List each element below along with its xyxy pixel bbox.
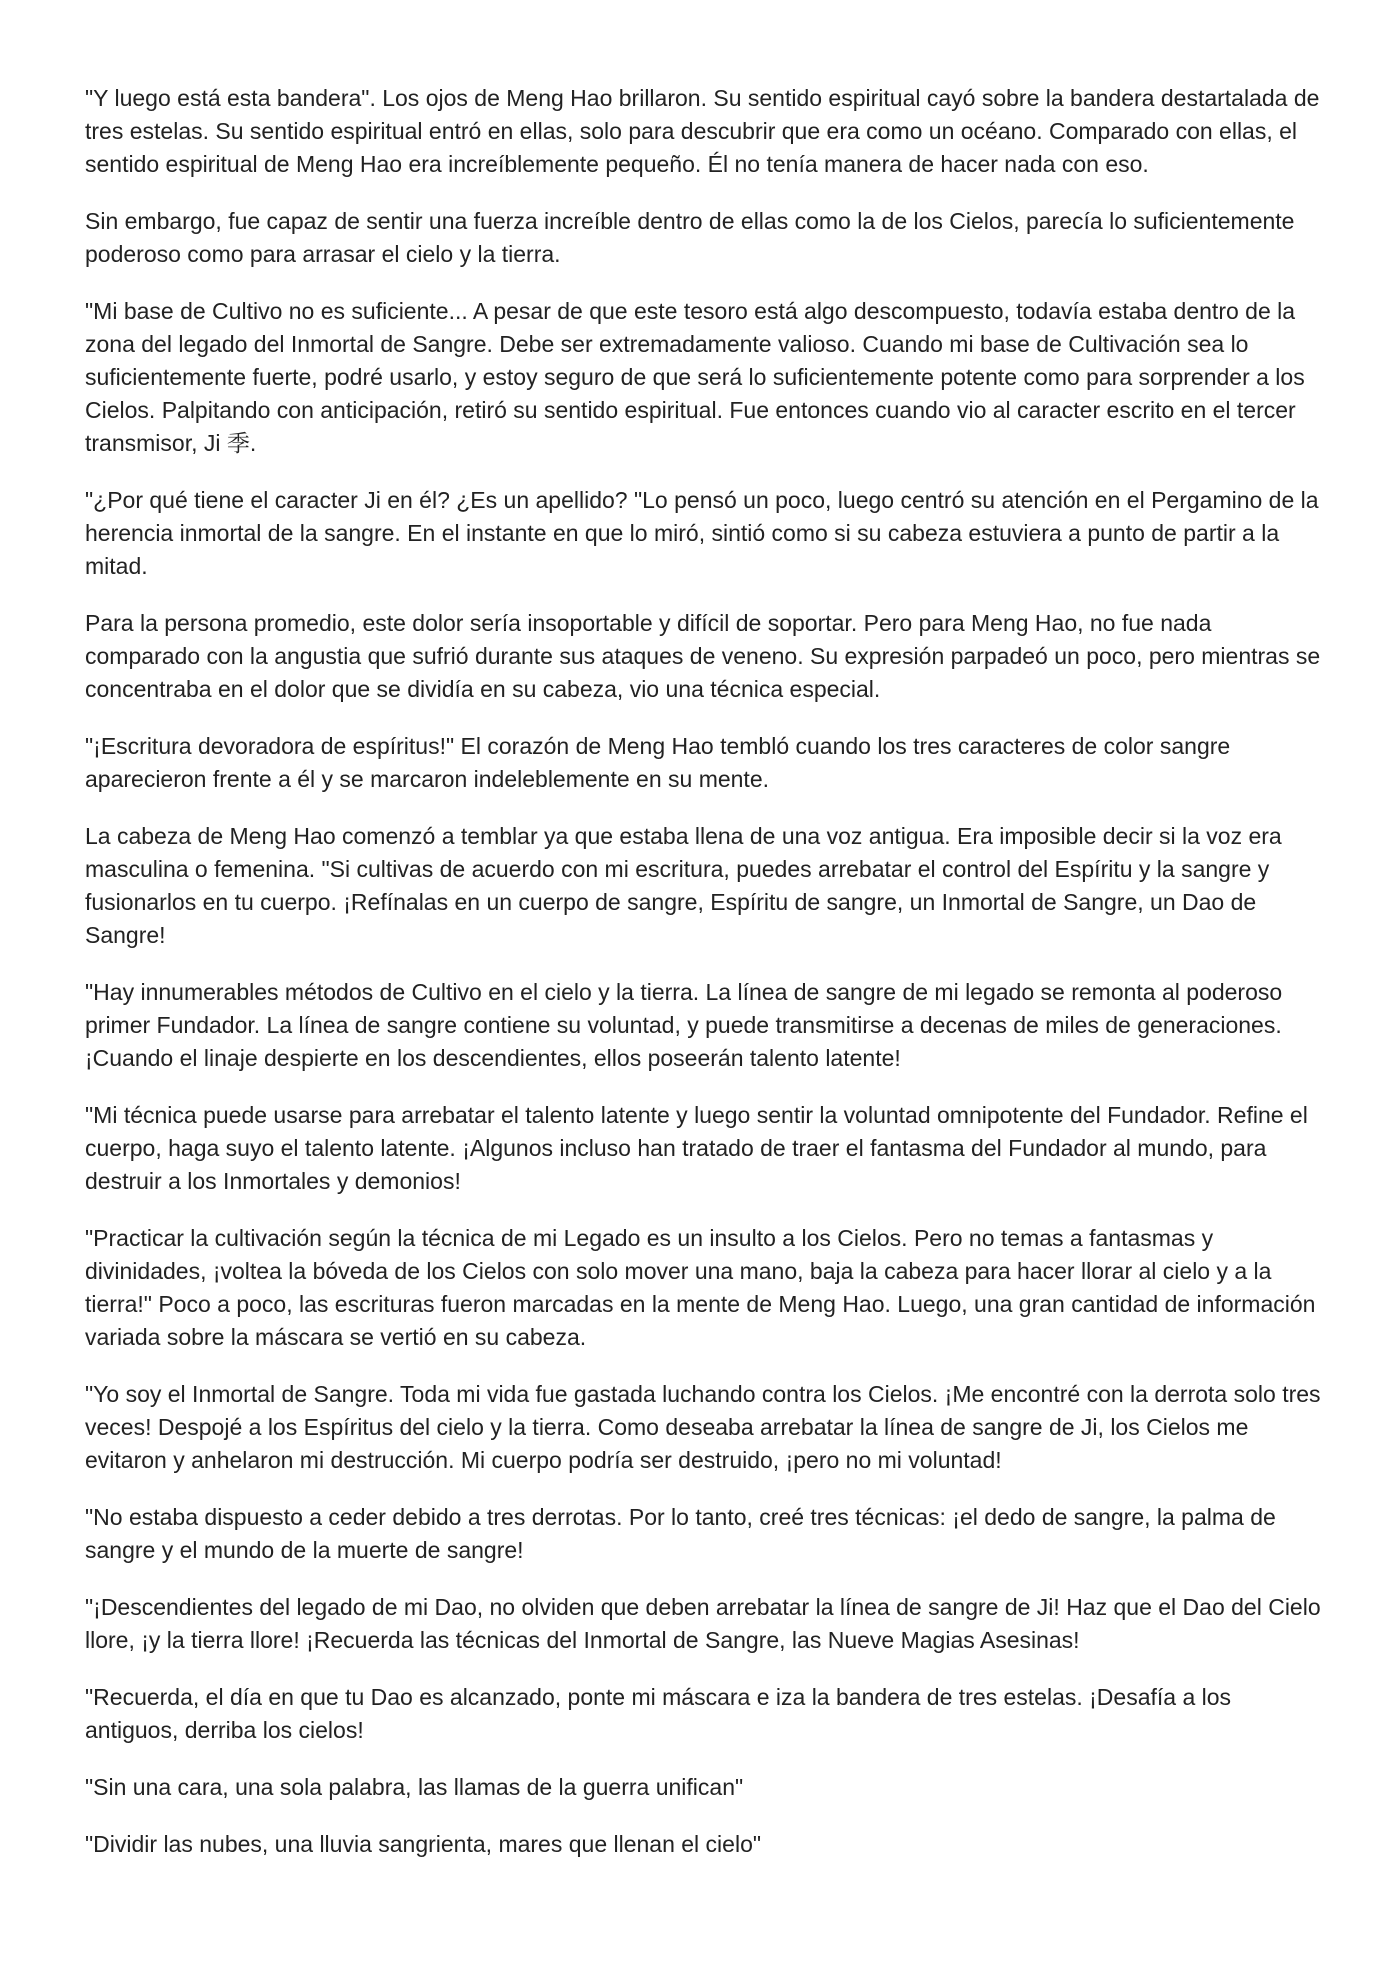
paragraph-15: "Sin una cara, una sola palabra, las llamas de la guerra unifican"	[85, 1774, 744, 1800]
paragraph-3: "Mi base de Cultivo no es suficiente... A pesar de que este tesoro está algo descompuesto, todavía estaba dentro de la zona del legado del Inmortal de Sangre. Debe ser extremadamente valioso. Cuando mi base de Cultivación sea lo suficientemente fuerte, podré usarlo, y estoy seguro de que será lo suficientemente potente como para sorprender a los Cielos. Palpitando con anticipación, retiró su sentido espiritual. Fue entonces cuando vio al caracter escrito en el tercer transmisor, Ji 季.	[85, 298, 1305, 456]
paragraph-10: "Practicar la cultivación según la técnica de mi Legado es un insulto a los Cielos. Pero no temas a fantasmas y divinidades, ¡voltea la bóveda de los Cielos con solo mover una mano, baja la cabeza para hacer llorar al cielo y a la tierra!" Poco a poco, las escrituras fueron marcadas en la mente de Meng Hao. Luego, una gran cantidad de información variada sobre la máscara se vertió en su cabeza.	[85, 1225, 1316, 1350]
paragraph-5: Para la persona promedio, este dolor sería insoportable y difícil de soportar. Pero para Meng Hao, no fue nada comparado con la angustia que sufrió durante sus ataques de veneno. Su expresión parpadeó un poco, pero mientras se concentraba en el dolor que se dividía en su cabeza, vio una técnica especial.	[85, 610, 1321, 702]
paragraph-4: "¿Por qué tiene el caracter Ji en él? ¿Es un apellido? "Lo pensó un poco, luego centró su atención en el Pergamino de la herencia inmortal de la sangre. En el instante en que lo miró, sintió como si su cabeza estuviera a punto de partir a la mitad.	[85, 487, 1319, 579]
paragraph-7: La cabeza de Meng Hao comenzó a temblar ya que estaba llena de una voz antigua. Era imposible decir si la voz era masculina o femenina. "Si cultivas de acuerdo con mi escritura, puedes arrebatar el control del Espíritu y la sangre y fusionarlos en tu cuerpo. ¡Refínalas en un cuerpo de sangre, Espíritu de sangre, un Inmortal de Sangre, un Dao de Sangre!	[85, 823, 1282, 948]
paragraph-9: "Mi técnica puede usarse para arrebatar el talento latente y luego sentir la voluntad omnipotente del Fundador. Refine el cuerpo, haga suyo el talento latente. ¡Algunos incluso han tratado de traer el fantasma del Fundador al mundo, para destruir a los Inmortales y demonios!	[85, 1102, 1308, 1194]
paragraph-2: Sin embargo, fue capaz de sentir una fuerza increíble dentro de ellas como la de los Cielos, parecía lo suficientemente poderoso como para arrasar el cielo y la tierra.	[85, 208, 1295, 267]
paragraph-11: "Yo soy el Inmortal de Sangre. Toda mi vida fue gastada luchando contra los Cielos. ¡Me encontré con la derrota solo tres veces! Despojé a los Espíritus del cielo y la tierra. Como deseaba arrebatar la línea de sangre de Ji, los Cielos me evitaron y anhelaron mi destrucción. Mi cuerpo podría ser destruido, ¡pero no mi voluntad!	[85, 1381, 1321, 1473]
paragraph-16: "Dividir las nubes, una lluvia sangrienta, mares que llenan el cielo"	[85, 1831, 762, 1857]
document-page	[85, 82, 1325, 1885]
paragraph-13: "¡Descendientes del legado de mi Dao, no olviden que deben arrebatar la línea de sangre de Ji! Haz que el Dao del Cielo llore, ¡y la tierra llore! ¡Recuerda las técnicas del Inmortal de Sangre, las Nueve Magias Asesinas!	[85, 1594, 1321, 1653]
paragraph-14: "Recuerda, el día en que tu Dao es alcanzado, ponte mi máscara e iza la bandera de tres estelas. ¡Desafía a los antiguos, derriba los cielos!	[85, 1684, 1232, 1743]
paragraph-1: "Y luego está esta bandera". Los ojos de Meng Hao brillaron. Su sentido espiritual cayó sobre la bandera destartalada de tres estelas. Su sentido espiritual entró en ellas, solo para descubrir que era como un océano. Comparado con ellas, el sentido espiritual de Meng Hao era increíblemente pequeño. Él no tenía manera de hacer nada con eso.	[85, 85, 1320, 177]
paragraph-6: "¡Escritura devoradora de espíritus!" El corazón de Meng Hao tembló cuando los tres caracteres de color sangre aparecieron frente a él y se marcaron indeleblemente en su mente.	[85, 733, 1231, 792]
paragraph-8: "Hay innumerables métodos de Cultivo en el cielo y la tierra. La línea de sangre de mi legado se remonta al poderoso primer Fundador. La línea de sangre contiene su voluntad, y puede transmitirse a decenas de miles de generaciones. ¡Cuando el linaje despierte en los descendientes, ellos poseerán talento latente!	[85, 979, 1283, 1071]
paragraph-12: "No estaba dispuesto a ceder debido a tres derrotas. Por lo tanto, creé tres técnicas: ¡el dedo de sangre, la palma de sangre y el mundo de la muerte de sangre!	[85, 1504, 1276, 1563]
